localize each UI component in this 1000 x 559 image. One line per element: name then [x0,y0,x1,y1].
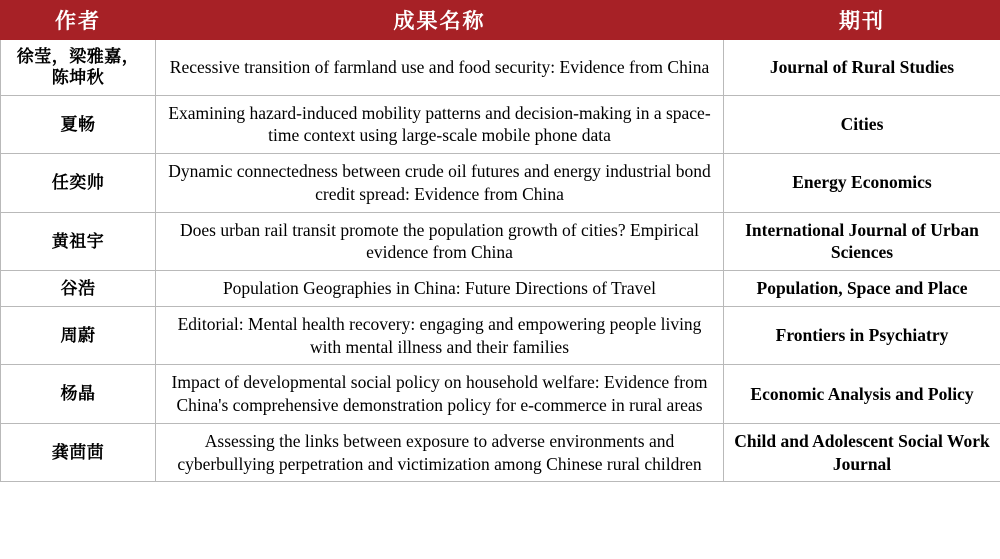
table-row [1,95,1000,154]
cell-title: Does urban rail transit promote the population growth of cities? Empirical evidence from China [156,212,724,271]
cell-author: 杨晶 [1,365,156,424]
cell-journal: Frontiers in Psychiatry [724,306,1000,365]
cell-author: 黄祖宇 [1,212,156,271]
table-body [1,40,1000,482]
cell-title: Assessing the links between exposure to adverse environments and cyberbullying perpetration and victimization among Chinese rural children [156,423,724,482]
cell-author: 徐莹，梁雅嘉，陈坤秋 [1,40,156,96]
cell-journal: International Journal of Urban Sciences [724,212,1000,271]
cell-journal: Population, Space and Place [724,271,1000,307]
cell-journal: Cities [724,95,1000,154]
cell-title: Recessive transition of farmland use and food security: Evidence from China [156,40,724,96]
table-header-row [1,1,1000,40]
table-row [1,271,1000,307]
table-row [1,365,1000,424]
table-header [1,1,1000,40]
cell-title: Examining hazard-induced mobility patterns and decision-making in a space-time context using large-scale mobile phone data [156,95,724,154]
table-row [1,212,1000,271]
table-row [1,154,1000,213]
cell-author: 周蔚 [1,306,156,365]
cell-title: Dynamic connectedness between crude oil futures and energy industrial bond credit spread: Evidence from China [156,154,724,213]
column-header-title: 成果名称 [156,1,724,40]
cell-journal: Economic Analysis and Policy [724,365,1000,424]
table-row [1,423,1000,482]
cell-author: 谷浩 [1,271,156,307]
cell-title: Population Geographies in China: Future Directions of Travel [156,271,724,307]
cell-author: 龚茴茴 [1,423,156,482]
cell-journal: Child and Adolescent Social Work Journal [724,423,1000,482]
column-header-author: 作者 [1,1,156,40]
table-row [1,306,1000,365]
cell-author: 任奕帅 [1,154,156,213]
column-header-journal: 期刊 [724,1,1000,40]
cell-journal: Energy Economics [724,154,1000,213]
table-row [1,40,1000,96]
cell-author: 夏畅 [1,95,156,154]
cell-title: Impact of developmental social policy on household welfare: Evidence from China's comprehensive demonstration policy for e-commerce in rural areas [156,365,724,424]
cell-journal: Journal of Rural Studies [724,40,1000,96]
cell-title: Editorial: Mental health recovery: engaging and empowering people living with mental illness and their families [156,306,724,365]
